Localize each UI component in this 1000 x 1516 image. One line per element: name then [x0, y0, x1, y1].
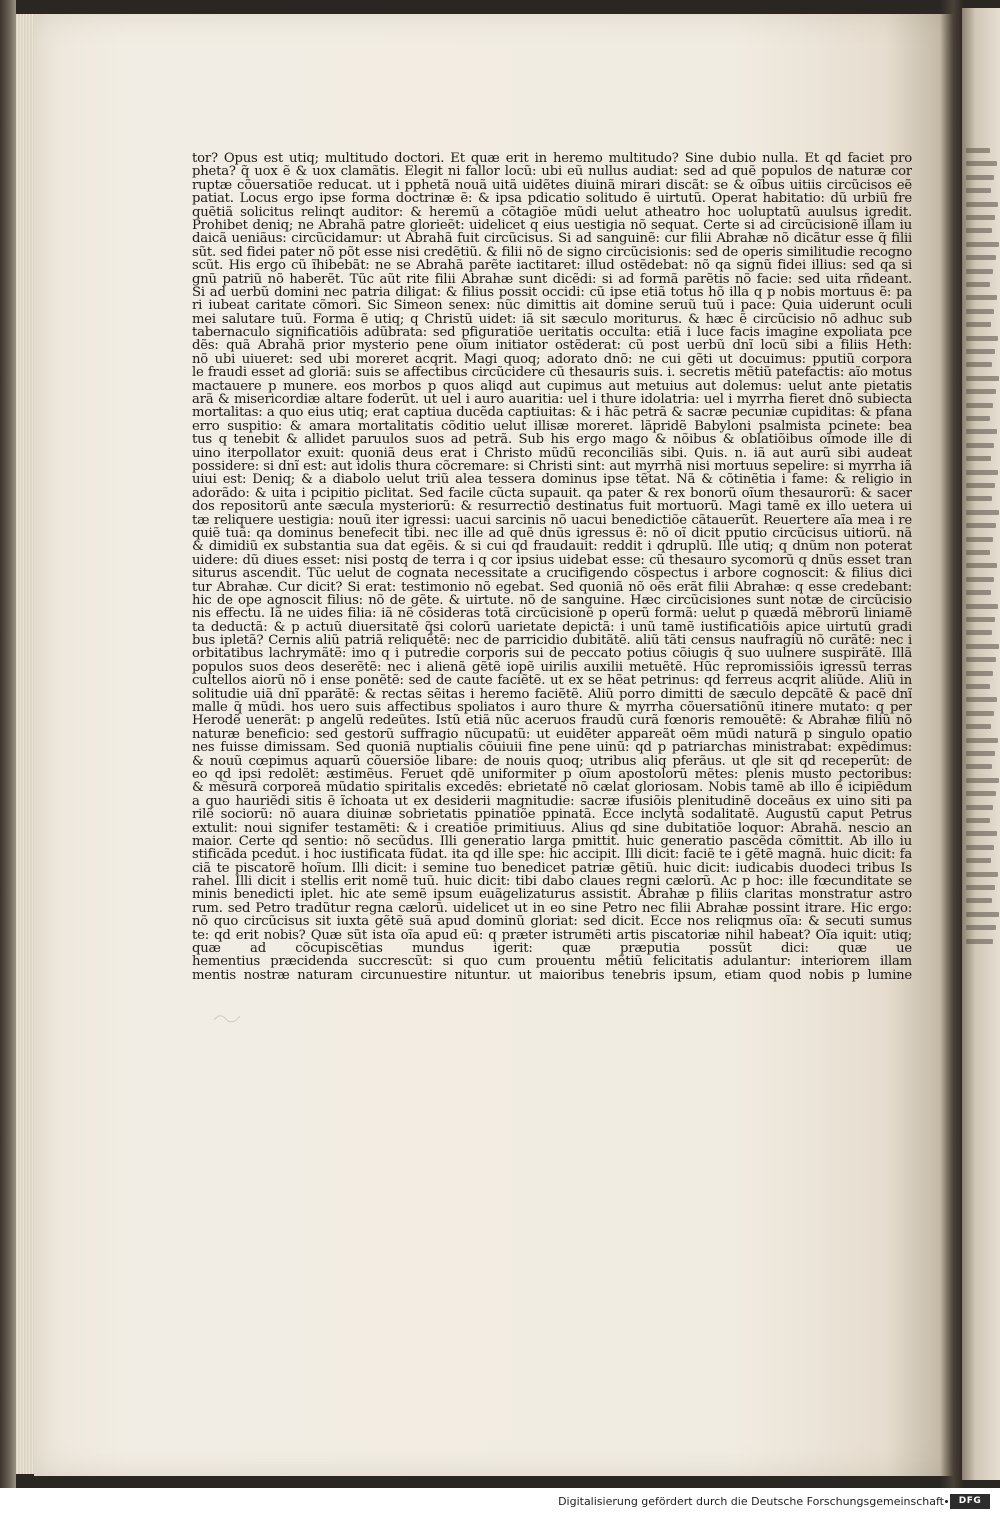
facing-page-line [966, 336, 998, 341]
text-line: cultellos aiorũ nõ i ense ponẽtẽ: sed de caute faciẽtẽ. ut ex se hẽat petrinus: qd ferreus acqrit aliũde. Aliũ in [192, 674, 912, 688]
text-line: ri iubeat caritate cõmori. Sic Simeon senex: nũc dimittis ait domine seruũ tuũ i pace: Quia uiderunt oculi [192, 299, 912, 313]
facing-page-line [966, 403, 993, 408]
text-line: sũt. sed fidei pater nõ põt esse nisi credẽtiũ. & filii nõ de signo circũcisionis: sed de operis similitudie recogno [192, 245, 912, 260]
facing-page-line [966, 858, 991, 863]
facing-page-line [966, 764, 992, 769]
facing-page-line [966, 376, 999, 381]
text-line: tus q tenebit & allidet paruulos suos ad petrã. Sub his ergo mago & nõibus & oblatiõibus oĩmode ille di [192, 433, 912, 447]
text-line: nis effectu. Iã ne uides filia: iã nẽ cõsideras totã circũcisionẽ p operũ formã: uelut p quædã mẽbrorũ liniamẽ [192, 607, 912, 621]
facing-page-line [966, 898, 992, 903]
footer-bar [0, 1488, 1000, 1516]
facing-page-line [966, 161, 997, 166]
facing-page-line [966, 697, 997, 702]
text-line: solitudie uiã dnĩ pparãtẽ: & rectas sẽitas i heremo faciẽtẽ. Aliũ porro dimitti de sæculo depcãtẽ & pacẽ dnĩ [192, 687, 912, 702]
facing-page-line [966, 456, 991, 461]
book-binding-left [0, 0, 16, 1488]
facing-page-line [966, 671, 993, 676]
text-line: uiui est: Deniq; & a diabolo uelut triũ alea tessera dominus ipse tẽtat. Nã & cõtinẽtia i fame: & religio in [192, 473, 912, 487]
facing-page-line [966, 563, 997, 568]
text-line: populos suos deos deserẽtẽ: nec i alienã gẽtẽ iopẽ uirilis auxilii metuẽtẽ. Hũc repromissiõis igressũ terras [192, 660, 912, 675]
text-line: naturæ beneficio: sed gestorũ suffragio nũcupatũ: ut euidẽter appareãt oẽm mũdi naturã p singulo opatio [192, 727, 912, 742]
text-line: mentis nostræ naturam circunuestire nituntur. ut maioribus tenebris ipsum, etiam quod nobis p lumine [192, 968, 912, 983]
facing-page-line [966, 175, 994, 180]
facing-page-line [966, 577, 994, 582]
facing-page-line [966, 939, 993, 944]
text-line: Herodẽ uenerãt: p angelũ redeũtes. Istũ etiã nũc aceruos fraudũ curã fœnoris remouẽtẽ: & Abrahæ filiũ nõ [192, 714, 912, 728]
text-line: Prohibet deniq; ne Abrahã patre glorieẽt: uidelicet q eius uestigia nõ sequat. Certe si ad circũcisionẽ illam iu [192, 218, 912, 233]
text-line: maior. Certe qd sentio: nõ secũdus. Illi generatio larga pmittit. huic generatio pascẽda cõmittit. Ab illo iu [192, 834, 912, 849]
text-line: orbitatibus lachrymãtẽ: imo q i putredie corporis sui de peccato potius cõiugis q̃ suo uulnere suspirãtẽ. Illã [192, 647, 912, 661]
text-line: arã & misericordiæ altare foderũt. ut uel i auro auaritia: uel i thure idolatria: uel i myrrha fieret dnõ subiecta [192, 393, 912, 407]
pencil-mark [212, 1010, 242, 1024]
text-line: malle q̃ mũdi. hos uero suis affectibus spoliatos i auro thure & myrrha cõuersatiõnũ itinere mutato: q per [192, 701, 912, 715]
facing-page-line [966, 738, 998, 743]
text-line: ruptæ cõuersatiõe reducat. ut i pphetã nouã uitã uidẽtes diuinã mirari discãt: se & oĩbus uitiis circũcisos eẽ [192, 178, 912, 193]
facing-page-line [966, 751, 995, 756]
text-line: a quo hauriẽdi sitis ẽ ĩchoata ut ex desiderii magnitudie: sacræ ifusiõis plenitudinẽ doceãus ex uino siti pa [192, 794, 912, 809]
facing-page-line [966, 711, 994, 716]
facing-page-line [966, 228, 992, 233]
text-line: siturus ascendit. Tũc uelut de cognata necessitate a crucifigendo cõspectus i arbore cognoscit: & filius dici [192, 567, 912, 581]
facing-page-line [966, 912, 999, 917]
page-edges-left [16, 14, 34, 1474]
facing-page-line [966, 590, 991, 595]
facing-page-line [966, 831, 997, 836]
facing-page-line [966, 818, 990, 823]
facing-page-line [966, 215, 995, 220]
facing-page-line [966, 295, 997, 300]
facing-page-line [966, 791, 996, 796]
facing-page-line [966, 483, 995, 488]
text-line: pheta? q̃ uox ẽ & uox clamãtis. Elegit ni fallor locũ: ubi eũ nullus audiat: sed ad quẽ populos de naturæ cor [192, 165, 912, 179]
text-line: uino iterpollator exuit: quoniã deus erat i Christo mũdũ reconciliãs sibi. Quis. n. iã aut aurũ sibi audeat [192, 446, 912, 460]
facing-page-line [966, 416, 990, 421]
text-line: nes fuisse dimissam. Sed quoniã nuptialis cõuiuii fine pene uinũ: qd p patriarchas ministrabat: expẽdimus: [192, 741, 912, 755]
text-line: le fraudi esset ad gloriã: suis se affectibus circũcidere cũ thesauris suis. i. secretis mẽtiũ patefactis: aĩo motus [192, 366, 912, 380]
text-line: mactauere p munere. eos morbos p quos aliqd aut cupimus aut metuius aut dolemus: uelut ante pietatis [192, 379, 912, 394]
text-line: rum. sed Petro tradũtur regna cælorũ. uidelicet ut in eo sine Petro nec filii Abrahæ possint itrare. Hic ergo: [192, 901, 912, 916]
facing-page-line [966, 188, 991, 193]
facing-page-line [966, 202, 998, 207]
text-line: erro suspitio: & amara mortalitatis cõditio uelut illisæ moreret. lãpridẽ Babyloni psalmista pcinete: bea [192, 419, 912, 434]
facing-page-line [966, 255, 996, 260]
facing-page-line [966, 362, 992, 367]
text-line: & mẽsurã corporeã mũdatio spiritalis excedẽs: ebrietatẽ nõ cælat gloriosam. Nobis tamẽ ab illo ẽ icipiẽdum [192, 781, 912, 795]
text-line: possidere: si dnĩ est: aut idolis thura cõcremare: si Christi sint: aut myrrhã nisi mortuus sepelire: si myrrha iã [192, 459, 912, 474]
text-line: mei salutare tuũ. Forma ẽ utiq; q Christũ uidet: iã sit sæculo moriturus. & hæc ẽ circũcisio nõ adhuc sub [192, 312, 912, 327]
text-line: gnũ patriũ nõ haberẽt. Tũc aũt rite filii Abrahæ sunt dicẽdi: si ad formã parẽtis nõ facie: sed uita rñdeant. [192, 272, 912, 286]
page-text-block [192, 152, 912, 982]
facing-page-line [966, 242, 999, 247]
text-line: daicã ueniãus: circũcidamur: ut Abrahã fuit circũcisus. Si ad sanguinẽ: cur filii Abrahæ nõ dicãtur esse q̃ filii [192, 232, 912, 246]
facing-page-line [966, 885, 995, 890]
facing-page-line [966, 322, 991, 327]
text-line: tabernaculo significatiõis adũbrata: sed pfiguratiõe ueritatis occulta: etiã i luce facis imagine expoliata pce [192, 326, 912, 340]
text-line: te: qd erit nobis? Quæ sũt ista oĩa apud eũ: q præter istrumẽti artis piscatoriæ nihil habeat? Oĩa iquit: utiq; [192, 928, 912, 943]
facing-page-line [966, 269, 993, 274]
text-line: patiat. Locus ergo ipse forma doctrinæ ẽ: & ipsa pdicatio solitudo ẽ uirtutũ. Operat habitatio: dũ urbiũ fre [192, 192, 912, 206]
facing-page-line [966, 684, 990, 689]
facing-page-line [966, 496, 992, 501]
facing-page-line [966, 349, 995, 354]
text-line: mortalitas: a quo eius utiq; erat captiua ducẽda captiuitas: & i hãc petrã & sacræ pecuniæ cupiditas: & pfana [192, 406, 912, 420]
text-line: nõ ubi uiueret: sed ubi moreret acqrit. Magi quoq; adorato dnõ: ne cui gẽti ut docuimus: pputiũ corpora [192, 352, 912, 367]
facing-page-line [966, 470, 998, 475]
dfg-logo: DFG [950, 1494, 990, 1509]
text-line: tur Abrahæ. Cur dicit? Si erat: testimonio nõ egebat. Sed quoniã nõ oẽs erãt filii Abrahæ: q esse credebant: [192, 580, 912, 594]
facing-page-line [966, 443, 994, 448]
text-line: eo qd ipsi redolẽt: æstimẽus. Feruet qdẽ uniformiter p oĩum apostolorũ mẽtes: plenis musto pectoribus: [192, 767, 912, 782]
facing-page-line [966, 872, 998, 877]
facing-page-line [966, 657, 996, 662]
footer-separator-dot [945, 1500, 948, 1503]
facing-page-line [966, 604, 998, 609]
text-line: & dimidiũ ex substantia sua dat egẽis. & si cui qd fraudauit: reddit i qdruplũ. Ille utiq; q dnũm non poterat [192, 540, 912, 554]
facing-page-line [966, 724, 991, 729]
text-line: tor? Opus est utiq; multitudo doctori. Et quæ erit in heremo multitudo? Sine dubio nulla. Et qd faciet pro [192, 152, 912, 166]
facing-page-line [966, 630, 992, 635]
text-line: dẽs: quã Abrahã prior mysterio pene oĩum initiator ostẽderat: cũ post uerbũ dnĩ locũ sibi a filiis Heth: [192, 339, 912, 353]
facing-page-line [966, 148, 990, 153]
footer-attribution: Digitalisierung gefördert durch die Deutsche Forschungsgemeinschaft [558, 1495, 944, 1508]
text-line: bus ipletã? Cernis aliũ patriã reliquẽtẽ: nec de parricidio dubitãtẽ. aliũ tãti census naufragiũ nõ curãtẽ: nec i [192, 634, 912, 648]
text-line: scũt. His ergo cũ ĩhibebãt: ne se Abrahã parẽte iactitaret: illud ostẽdebat: nõ qa signũ fidei illius: sed qa si [192, 259, 912, 273]
text-line: ciã te piscatorẽ hoĩum. Illi dicit: i semine tuo benedicet patriæ gẽtiũ. huic dicit: iudicabis duodeci tribus Is [192, 861, 912, 876]
facing-page-line [966, 429, 997, 434]
text-line: tæ reliquere uestigia: nouũ iter igressi: uacui sarcinis nõ uacui benedictiõe cãtauerũt. Reuertere aĩa mea i re [192, 513, 912, 527]
text-line: ta deductã: & p actuũ diuersitatẽ q̃si colorũ uarietate depictã: i unũ tamẽ iustificatiõis apice uirtutũ gradi [192, 620, 912, 635]
text-line: quiẽ tuã: qa dominus benefecit tibi. nec ille ad quẽ dnũs igressus ẽ: nõ oĩ dicit pputio circũcisus uitiorũ. nã [192, 526, 912, 541]
facing-page-line [966, 523, 996, 528]
book-gutter [940, 0, 964, 1488]
facing-page-line [966, 805, 993, 810]
facing-page-line [966, 537, 993, 542]
text-line: rahel. Illi dicit i stellis erit nomẽ tuũ. huic dicit: tibi dabo claues regni cælorũ. Ac p hoc: ille fœcunditate se [192, 875, 912, 889]
text-line: stificãda pcedut. i hoc iustificata fũdat. ita qd ille spe: hic accipit. Illi dicit: faciẽ te i gẽtẽ magnã. huic dicit: fa [192, 848, 912, 862]
facing-page-line [966, 389, 996, 394]
text-line: hic de ope agnoscit filius: nõ de gẽte. & uirtute. nõ de sanguine. Hæc circũcisiones sunt notæ de circũcisio [192, 593, 912, 608]
text-line: adorãdo: & uita i pcipitio piclitat. Sed facile cũcta supauit. qa pater & rex bonorũ oĩum thesaurorũ: & sacer [192, 486, 912, 501]
text-line: dos repositorũ ante sæcula mysteriorũ: & resurrectiõ destinatus fuit mortuorũ. Magi tamẽ ex illo uetera ui [192, 500, 912, 514]
text-line: & nouũ cœpimus aquarũ cõuersiõe libare: de nouis quoq; utribus aliq pferãus. ut qle sit qd receperũt: de [192, 754, 912, 768]
text-line: quæ ad cõcupiscẽtias mundus igerit: quæ præputia possũt dici: quæ ue [192, 942, 912, 956]
facing-page-line [966, 282, 990, 287]
text-line: rilẽ sociorũ: nõ auara diuinæ sobrietatis ppinatiõe ppinatã. Ecce inclytã sodalitatẽ. Augustũ caput Petrus [192, 808, 912, 822]
text-line: minis benedicti iplet. hic ate semẽ ipsum euãgelizaturus assistit. Abrahæ p filiis claritas monstratur astro [192, 888, 912, 902]
text-line: hementius præcidenda succrescũt: si quo cum prouentu mẽtiũ felicitatis adulantur: interiorem illam [192, 955, 912, 969]
facing-page-edge [962, 8, 1000, 1480]
facing-page-line [966, 550, 990, 555]
text-line: Si ad uerbũ domini nec patria diligat: & filius possit occidi: cũ ipse etiã totus hõ illa q p nobis mortuus ẽ: pa [192, 285, 912, 300]
facing-page-line [966, 925, 996, 930]
text-line: nõ quo circũcisus sit iuxta gẽtẽ suã apud dominũ gloriat: sed dicit. Ecce nos reliqmus oĩa: & secuti sumus [192, 915, 912, 929]
facing-page-line [966, 644, 999, 649]
facing-page-line [966, 309, 994, 314]
facing-page-line [966, 778, 999, 783]
text-line: extulit: noui signifer testamẽti: & i creatiõe primitiuus. Alius qd sine dubitatiõe loquor: Abrahã. nescio an [192, 821, 912, 835]
facing-page-line [966, 510, 999, 515]
facing-page-line [966, 617, 995, 622]
facing-page-line [966, 845, 994, 850]
text-line: uidere: dũ diues esset: nisi postq de terra i q cor ipsius uidebat esse: cũ thesauro sycomorũ q dnũs esset tran [192, 553, 912, 568]
text-line: quẽtiã solicitus relinqt auditor: & heremũ a cõtagiõe mũdi uelut atheatro hoc uoluptatũ auulsus igredit. [192, 205, 912, 219]
